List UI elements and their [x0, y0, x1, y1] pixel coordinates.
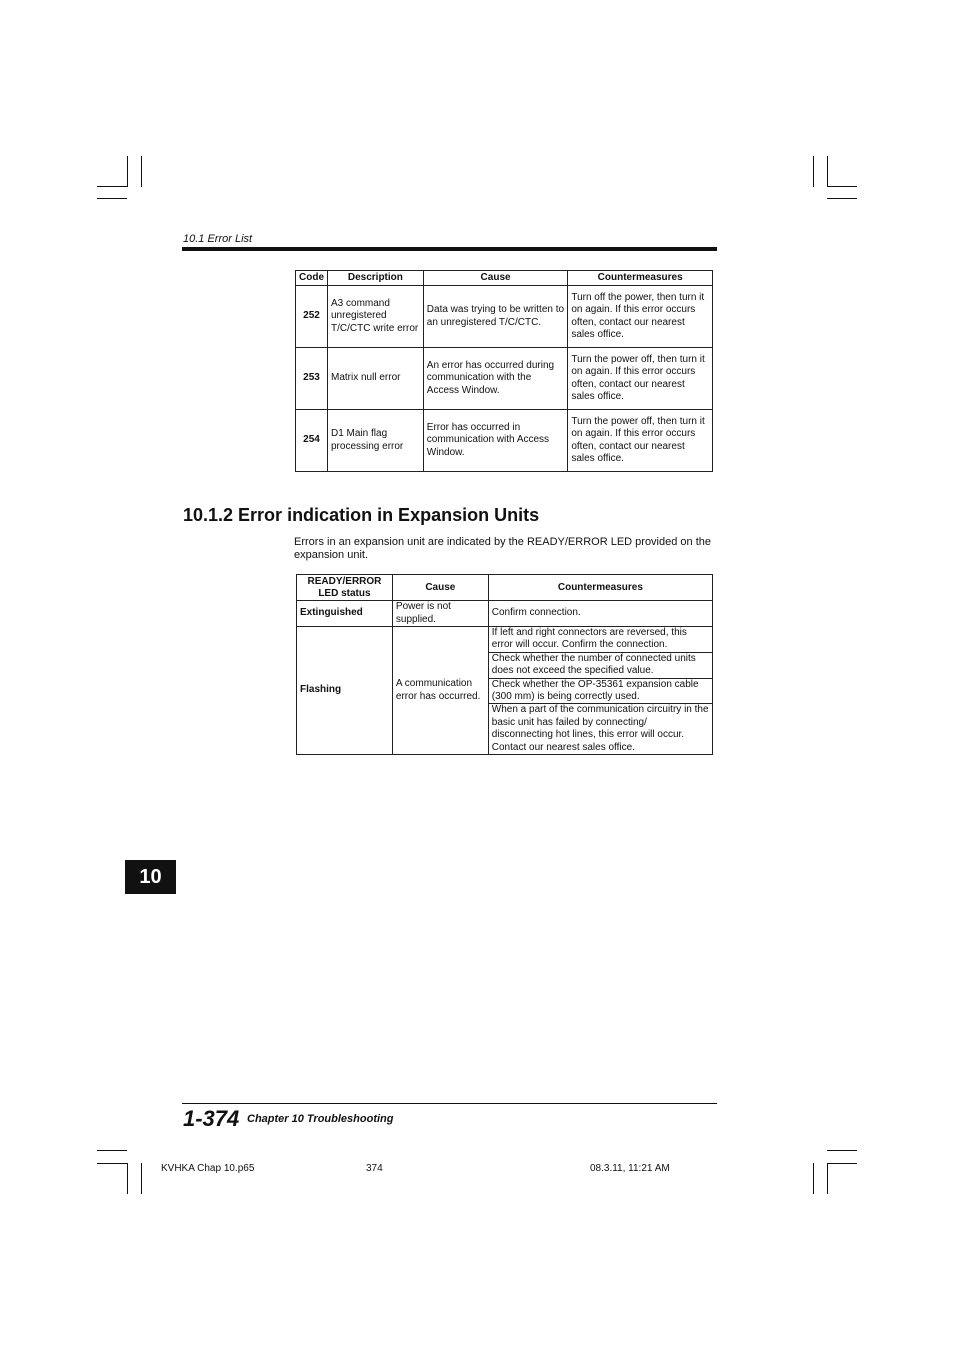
crop-mark: [813, 1163, 814, 1194]
column-header: Countermeasures: [488, 575, 712, 601]
column-header: Cause: [423, 271, 568, 286]
header-rule: [182, 247, 717, 251]
table-header-row: [297, 575, 713, 601]
crop-mark: [97, 186, 127, 187]
error-cause: An error has occurred during communication with the Access Window.: [423, 348, 568, 410]
page-number: 1-374: [183, 1106, 240, 1131]
error-code: 254: [296, 410, 328, 472]
slug-page: 374: [366, 1163, 383, 1174]
error-code-table: [295, 270, 713, 472]
crop-mark: [97, 198, 127, 199]
crop-mark: [827, 1150, 857, 1151]
error-code: 253: [296, 348, 328, 410]
column-header: Cause: [392, 575, 488, 601]
table-header-row: [296, 271, 713, 286]
chapter-tab: 10: [125, 860, 176, 894]
led-status: Flashing: [297, 627, 393, 755]
column-header: READY/ERROR LED status: [297, 575, 393, 601]
table-row: [296, 410, 713, 472]
running-head: 10.1 Error List: [183, 233, 253, 245]
error-countermeasure: Turn the power off, then turn it on again. If this error occurs often, contact our nearest sales office.: [568, 348, 713, 410]
column-header: Code: [296, 271, 328, 286]
slug-timestamp: 08.3.11, 11:21 AM: [590, 1163, 670, 1174]
led-countermeasure: When a part of the communication circuitry in the basic unit has failed by connecting/ disconnecting hot lines, this error will occur. Contact our nearest sales office.: [488, 704, 712, 755]
crop-mark: [827, 186, 857, 187]
crop-mark: [827, 1163, 857, 1164]
error-description: Matrix null error: [328, 348, 424, 410]
table-row: [297, 627, 713, 653]
error-description: A3 command unregistered T/C/CTC write error: [328, 286, 424, 348]
led-cause: A communication error has occurred.: [392, 627, 488, 755]
error-countermeasure: Turn off the power, then turn it on again. If this error occurs often, contact our nearest sales office.: [568, 286, 713, 348]
crop-mark: [127, 156, 128, 187]
table-row: [297, 601, 713, 627]
slug-file: KVHKA Chap 10.p65: [161, 1163, 255, 1174]
crop-mark: [97, 1150, 127, 1151]
led-status: Extinguished: [297, 601, 393, 627]
section-intro: Errors in an expansion unit are indicated by the READY/ERROR LED provided on the expansion unit.: [294, 536, 711, 561]
error-cause: Error has occurred in communication with Access Window.: [423, 410, 568, 472]
error-countermeasure: Turn the power off, then turn it on again. If this error occurs often, contact our nearest sales office.: [568, 410, 713, 472]
crop-mark: [813, 156, 814, 187]
led-countermeasure: Check whether the number of connected units does not exceed the specified value.: [488, 652, 712, 678]
crop-mark: [141, 1163, 142, 1194]
crop-mark: [97, 1163, 127, 1164]
chapter-label: Chapter 10 Troubleshooting: [247, 1113, 394, 1125]
table-row: [296, 348, 713, 410]
crop-mark: [141, 156, 142, 187]
error-cause: Data was trying to be written to an unregistered T/C/CTC.: [423, 286, 568, 348]
footer-rule: [182, 1103, 717, 1104]
led-status-table: [296, 574, 713, 755]
led-cause: Power is not supplied.: [392, 601, 488, 627]
error-description: D1 Main flag processing error: [328, 410, 424, 472]
column-header: Description: [328, 271, 424, 286]
table-row: [296, 286, 713, 348]
crop-mark: [827, 1163, 828, 1194]
crop-mark: [827, 156, 828, 187]
column-header: Countermeasures: [568, 271, 713, 286]
error-code: 252: [296, 286, 328, 348]
section-title: 10.1.2 Error indication in Expansion Units: [183, 505, 540, 525]
crop-mark: [127, 1163, 128, 1194]
led-countermeasure: If left and right connectors are reversed, this error will occur. Confirm the connection.: [488, 627, 712, 653]
crop-mark: [827, 198, 857, 199]
led-countermeasure: Confirm connection.: [488, 601, 712, 627]
led-countermeasure: Check whether the OP-35361 expansion cable (300 mm) is being correctly used.: [488, 678, 712, 704]
